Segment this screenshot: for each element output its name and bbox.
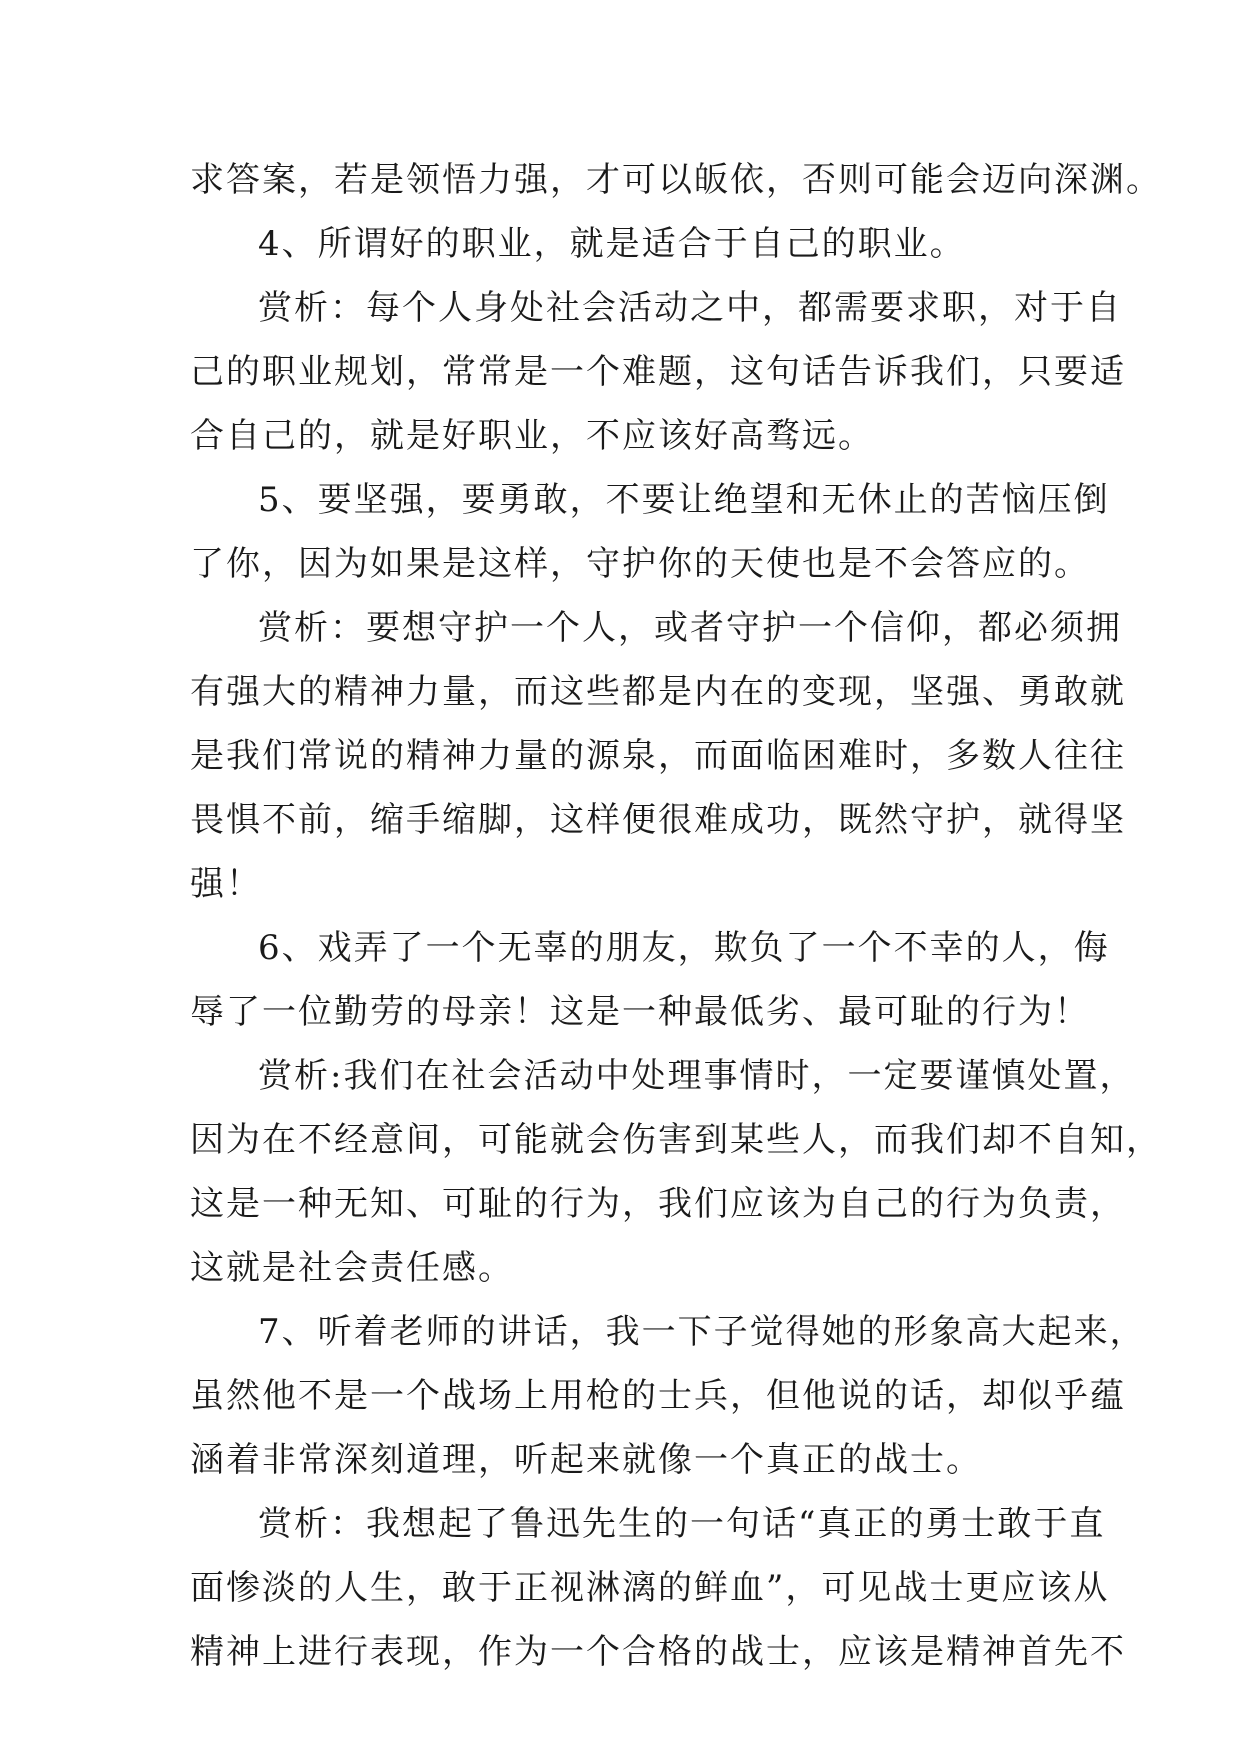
document-body xyxy=(190,148,1162,1684)
text-line: 有强大的精神力量，而这些都是内在的变现，坚强、勇敢就 xyxy=(190,672,1126,712)
text-line: 强！ xyxy=(190,864,262,904)
text-line: 虽然他不是一个战场上用枪的士兵，但他说的话，却似乎蕴 xyxy=(190,1376,1126,1416)
text-line: 6、戏弄了一个无辜的朋友，欺负了一个不幸的人，侮 xyxy=(258,928,1110,968)
text-line: 求答案，若是领悟力强，才可以皈依，否则可能会迈向深渊。 xyxy=(190,160,1162,200)
text-line: 4、所谓好的职业，就是适合于自己的职业。 xyxy=(258,224,966,264)
text-line: 这就是社会责任感。 xyxy=(190,1248,514,1288)
text-line: 面惨淡的人生，敢于正视淋漓的鲜血”，可见战士更应该从 xyxy=(190,1568,1110,1608)
text-line: 涵着非常深刻道理，听起来就像一个真正的战士。 xyxy=(190,1440,982,1480)
text-line: 5、要坚强，要勇敢，不要让绝望和无休止的苦恼压倒 xyxy=(258,480,1110,520)
text-line: 精神上进行表现，作为一个合格的战士，应该是精神首先不 xyxy=(190,1632,1126,1672)
text-line: 这是一种无知、可耻的行为，我们应该为自己的行为负责， xyxy=(190,1184,1126,1224)
text-line: 己的职业规划，常常是一个难题，这句话告诉我们，只要适 xyxy=(190,352,1126,392)
text-line: 赏析：每个人身处社会活动之中，都需要求职，对于自 xyxy=(258,288,1122,328)
text-line: 合自己的，就是好职业，不应该好高骛远。 xyxy=(190,416,874,456)
text-line: 是我们常说的精神力量的源泉，而面临困难时，多数人往往 xyxy=(190,736,1126,776)
text-line: 赏析：我想起了鲁迅先生的一句话“真正的勇士敢于直 xyxy=(258,1504,1106,1544)
text-line: 因为在不经意间，可能就会伤害到某些人，而我们却不自知， xyxy=(190,1120,1162,1160)
text-line: 了你，因为如果是这样，守护你的天使也是不会答应的。 xyxy=(190,544,1090,584)
text-line: 赏析:我们在社会活动中处理事情时，一定要谨慎处置， xyxy=(258,1056,1136,1096)
text-line: 辱了一位勤劳的母亲！这是一种最低劣、最可耻的行为！ xyxy=(190,992,1090,1032)
text-line: 7、听着老师的讲话，我一下子觉得她的形象高大起来， xyxy=(258,1312,1146,1352)
text-line: 赏析：要想守护一个人，或者守护一个信仰，都必须拥 xyxy=(258,608,1122,648)
text-line: 畏惧不前，缩手缩脚，这样便很难成功，既然守护，就得坚 xyxy=(190,800,1126,840)
